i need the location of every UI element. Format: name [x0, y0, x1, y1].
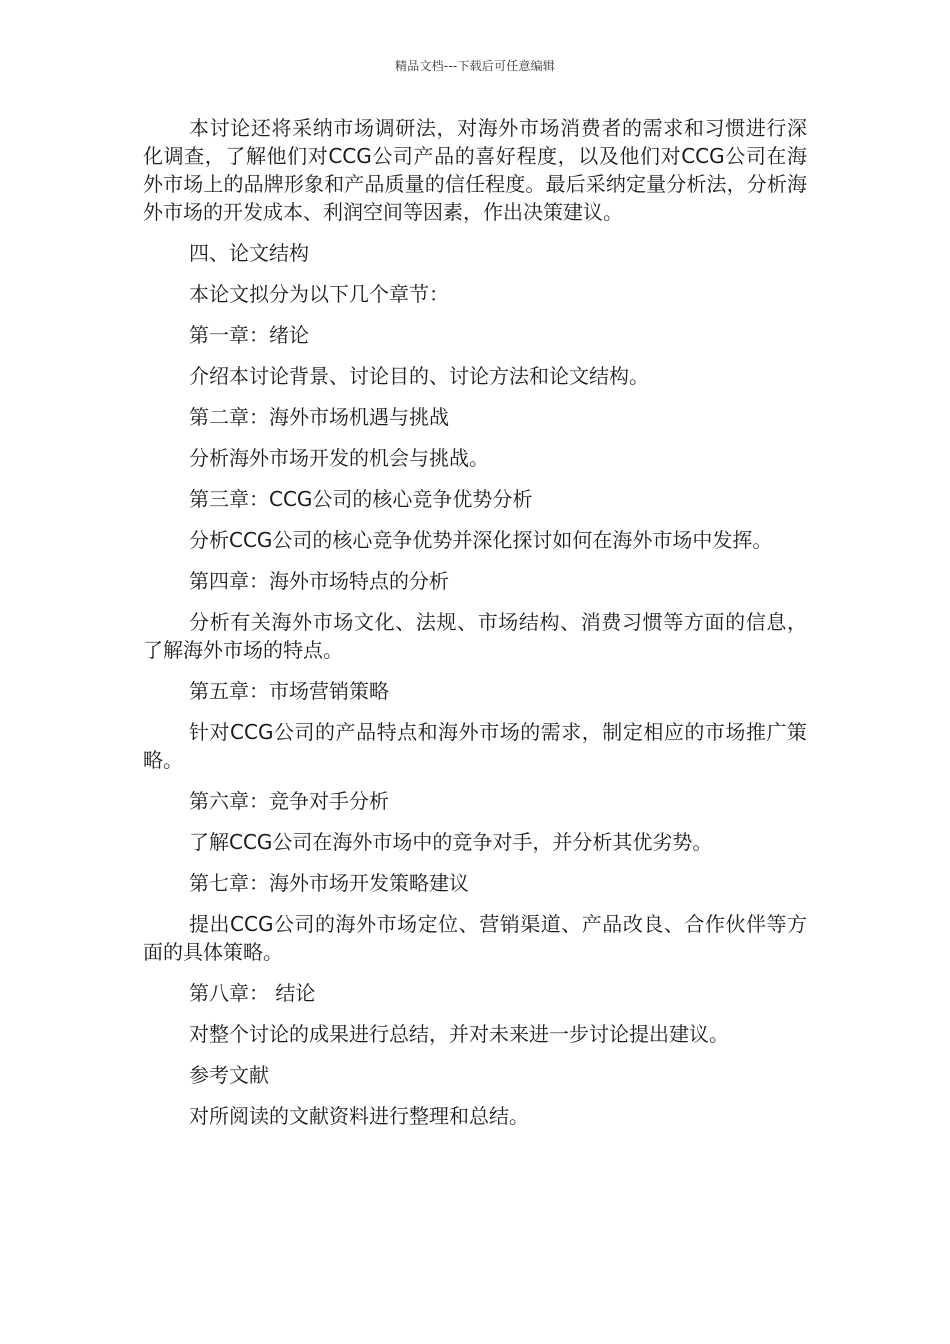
chapter-1-description: 介绍本讨论背景、讨论目的、讨论方法和论文结构。 [189, 364, 649, 388]
chapter-8-description: 对整个讨论的成果进行总结，并对未来进一步讨论提出建议。 [189, 1022, 729, 1046]
chapter-8-title: 第八章： 结论 [189, 981, 316, 1005]
section-heading-thesis-structure: 四、论文结构 [189, 241, 309, 265]
chapter-5-title: 第五章：市场营销策略 [189, 679, 389, 703]
chapter-1-title: 第一章：绪论 [189, 323, 309, 347]
page-header: 精品文档---下载后可任意编辑 [395, 59, 555, 73]
references-title: 参考文献 [189, 1063, 269, 1087]
references-description: 对所阅读的文献资料进行整理和总结。 [189, 1104, 529, 1128]
chapter-6-title: 第六章：竞争对手分析 [189, 789, 389, 813]
chapter-4-title: 第四章：海外市场特点的分析 [189, 569, 449, 593]
document-body [143, 114, 807, 1143]
chapter-3-title: 第三章：CCG公司的核心竞争优势分析 [189, 487, 533, 511]
paragraph-chapter-intro: 本论文拟分为以下几个章节： [189, 282, 449, 306]
chapter-7-title: 第七章：海外市场开发策略建议 [189, 871, 469, 895]
chapter-6-description: 了解CCG公司在海外市场中的竞争对手，并分析其优劣势。 [189, 830, 713, 854]
chapter-3-description: 分析CCG公司的核心竞争优势并深化探讨如何在海外市场中发挥。 [189, 528, 773, 552]
chapter-2-title: 第二章：海外市场机遇与挑战 [189, 405, 449, 429]
chapter-7-description: 提出CCG公司的海外市场定位、营销渠道、产品改良、合作伙伴等方面的具体策略。 [143, 912, 807, 964]
chapter-2-description: 分析海外市场开发的机会与挑战。 [189, 446, 489, 470]
chapter-4-description: 分析有关海外市场文化、法规、市场结构、消费习惯等方面的信息，了解海外市场的特点。 [143, 610, 807, 662]
chapter-5-description: 针对CCG公司的产品特点和海外市场的需求，制定相应的市场推广策略。 [143, 720, 807, 772]
paragraph-research-method: 本讨论还将采纳市场调研法，对海外市场消费者的需求和习惯进行深化调查，了解他们对CCG公司产品的喜好程度，以及他们对CCG公司在海外市场上的品牌形象和产品质量的信任程度。最后采纳定量分析法，分析海外市场的开发成本、利润空间等因素，作出决策建议。 [143, 116, 807, 224]
